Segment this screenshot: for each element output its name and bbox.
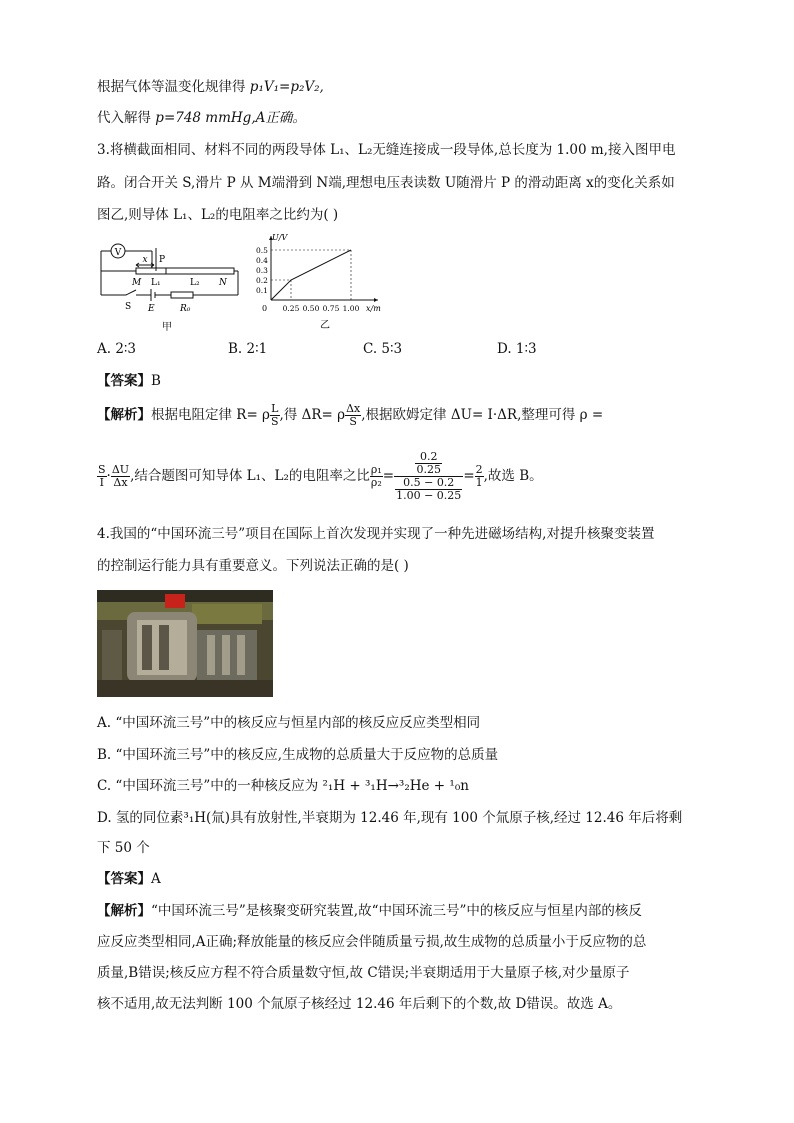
fraction-num: 2 — [475, 463, 483, 476]
text-span: 根据气体等温变化规律得 — [97, 79, 250, 95]
fraction-num — [394, 451, 463, 477]
fraction-num: 0.5 − 0.2 — [395, 477, 462, 490]
x-tick-label: 1.00 — [342, 304, 360, 313]
q3-analysis-line — [97, 446, 543, 506]
q4-analysis-line: 应反应类型相同,A正确;释放能量的核反应会伴随质量亏损,故生成物的总质量小于反应物的总 — [97, 934, 647, 950]
q4-option-d-cont: 下 50 个 — [97, 840, 150, 856]
q3-stem-line: 3.将横截面相同、材料不同的两段导体 L₁、L₂无缝连接成一段导体,总长度为 1.00 m,接入图甲电 — [97, 142, 676, 158]
fraction-den: Δx — [113, 476, 128, 489]
q4-analysis-line: 核不适用,故无法判断 100 个氚原子核经过 12.46 年后剩下的个数,故 D错误。故选 A。 — [97, 996, 622, 1012]
fraction-den: 1.00 − 0.25 — [396, 489, 462, 502]
fraction — [111, 464, 130, 489]
slider-label: P — [159, 255, 166, 265]
y-tick-label: 0.4 — [256, 256, 268, 265]
switch-label: S — [125, 302, 132, 312]
y-tick-label: 0.1 — [256, 286, 268, 295]
fraction-num: ρ₁ — [370, 463, 382, 476]
origin-label: 0 — [262, 304, 268, 313]
fraction-num: ΔU — [111, 463, 130, 476]
resistor-label: R₀ — [180, 304, 191, 314]
fraction — [345, 403, 361, 428]
q3-answer — [97, 371, 161, 391]
q4-option-d: D. 氢的同位素³₁H(氚)具有放射性,半衰期为 12.46 年,现有 100 个氚原子核,经过 12.46 年后将剩 — [97, 810, 683, 826]
fraction-num: Δx — [346, 402, 361, 415]
fraction-num: L — [271, 402, 279, 415]
y-tick-label: 0.5 — [256, 246, 268, 255]
answer-value: A — [151, 871, 161, 887]
q4-stem-line: 的控制运行能力具有重要意义。下列说法正确的是( ) — [97, 558, 409, 574]
fraction — [97, 464, 107, 489]
end-m-label: M — [132, 278, 142, 288]
fraction-den: 1 — [475, 476, 483, 489]
y-tick-label: 0.2 — [256, 276, 268, 285]
fraction-num: 0.2 — [415, 451, 442, 464]
x-tick-label: 0.25 — [282, 304, 300, 313]
flag-icon — [165, 594, 185, 608]
battery-label: E — [148, 304, 155, 314]
q3-stem-line: 路。闭合开关 S,滑片 P 从 M端滑到 N端,理想电压表读数 U随滑片 P 的滑动距离 x的变化关系如 — [97, 175, 675, 191]
fraction — [395, 477, 462, 502]
circuit-figure-jia — [96, 238, 246, 338]
text-line — [97, 108, 306, 128]
text-span: 根据电阻定律 R= ρ — [151, 407, 270, 423]
text-span: ,根据欧姆定律 ΔU= I·ΔR,整理可得 ρ = — [361, 407, 604, 423]
fraction — [415, 451, 442, 476]
y-tick-label: 0.3 — [256, 266, 268, 275]
q4-analysis-line: 质量,B错误;核反应方程不符合质量数守恒,故 C错误;半衰期适用于大量原子核,对少量原子 — [97, 965, 630, 981]
q4-analysis-line — [97, 901, 642, 921]
fraction — [475, 464, 484, 489]
q4-option-b: B. “中国环流三号”中的核反应,生成物的总质量大于反应物的总质量 — [97, 747, 499, 763]
q4-stem-line: 4.我国的“中国环流三号”项目在国际上首次发现并实现了一种先进磁场结构,对提升核聚变装置 — [97, 526, 655, 542]
answer-label: 【答案】 — [97, 373, 151, 389]
text-span: 代入解得 — [97, 110, 156, 126]
text-span: = — [382, 468, 395, 484]
analysis-label: 【解析】 — [97, 903, 151, 919]
fraction-den — [394, 477, 463, 502]
fraction-den: ρ₂ — [370, 476, 382, 489]
fraction-den: 0.25 — [416, 463, 441, 476]
q3-option-a: A. 2∶3 — [97, 341, 137, 357]
x-tick-label: 0.50 — [302, 304, 320, 313]
x-axis-label: x/m — [366, 304, 381, 313]
conductor-l2-label: L₂ — [190, 278, 200, 288]
fraction-den: S — [349, 415, 357, 428]
figure-caption: 乙 — [320, 320, 330, 331]
distance-label: x — [142, 255, 148, 265]
q4-answer — [97, 869, 161, 889]
text-span: “中国环流三号”是核聚变研究装置,故“中国环流三号”中的核反应与恒星内部的核反 — [151, 903, 642, 919]
equation: p₁V₁=p₂V₂, — [249, 79, 324, 95]
figure-caption: 甲 — [162, 322, 172, 333]
text-span: = — [463, 468, 475, 484]
fraction-num: S — [98, 463, 106, 476]
answer-value: B — [151, 373, 161, 389]
q3-stem-line: 图乙,则导体 L₁、L₂的电阻率之比约为( ) — [97, 207, 339, 223]
chart-figure-yi — [254, 230, 394, 338]
fraction-den: S — [271, 415, 279, 428]
q4-option-c: C. “中国环流三号”中的一种核反应为 ²₁H + ³₁H→³₂He + ¹₀n — [97, 778, 469, 794]
text-span: · — [106, 468, 111, 484]
q3-option-b: B. 2∶1 — [228, 341, 268, 357]
q3-analysis-line — [97, 400, 603, 430]
equation: p=748 mmHg,A正确。 — [155, 110, 306, 126]
q3-option-d: D. 1∶3 — [497, 341, 537, 357]
text-line — [97, 77, 324, 97]
data-line — [271, 250, 351, 300]
fraction — [370, 464, 383, 489]
conductor-l1-label: L₁ — [151, 278, 161, 288]
fraction — [270, 403, 280, 428]
text-span: ,结合题图可知导体 L₁、L₂的电阻率之比 — [130, 468, 370, 484]
fraction-den: I — [99, 476, 104, 489]
end-n-label: N — [219, 278, 227, 288]
text-span: ,得 ΔR= ρ — [279, 407, 346, 423]
y-axis-label: U/V — [272, 233, 288, 242]
q4-option-a: A. “中国环流三号”中的核反应与恒星内部的核反应反应类型相同 — [97, 715, 481, 731]
text-span: ,故选 B。 — [483, 468, 543, 484]
x-tick-label: 0.75 — [322, 304, 340, 313]
compound-fraction — [394, 451, 463, 502]
voltmeter-label: V — [114, 248, 122, 258]
answer-label: 【答案】 — [97, 871, 151, 887]
tokamak-photo — [97, 590, 273, 697]
q3-option-c: C. 5∶3 — [363, 341, 403, 357]
analysis-label: 【解析】 — [97, 407, 151, 423]
